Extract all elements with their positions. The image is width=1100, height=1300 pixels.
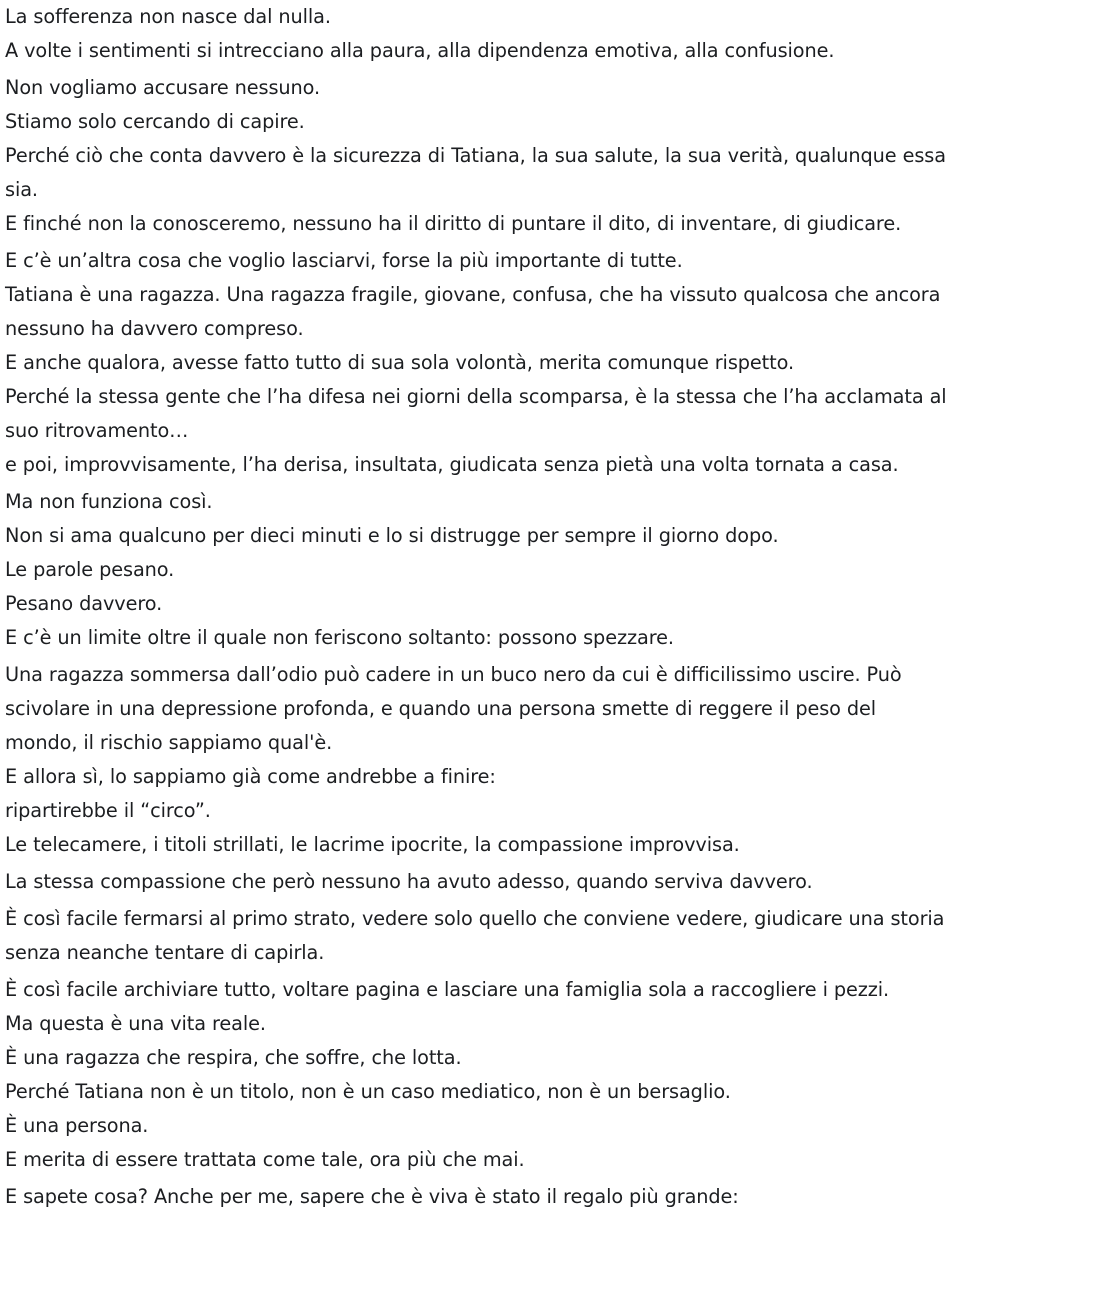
post-paragraph [5, 71, 1095, 241]
post-text-line: È una ragazza che respira, che soffre, che lotta. [5, 1046, 462, 1069]
post-text-line: Stiamo solo cercando di capire. [5, 110, 305, 133]
post-text-line: Perché Tatiana non è un titolo, non è un caso mediatico, non è un bersaglio. [5, 1080, 731, 1103]
post-text-line: Ma questa è una vita reale. [5, 1012, 266, 1035]
post-text-line: ripartirebbe il “circo”. [5, 799, 211, 822]
post-text-line: E allora sì, lo sappiamo già come andrebbe a finire: [5, 765, 496, 788]
post-text-line: senza neanche tentare di capirla. [5, 941, 325, 964]
post-text-line: nessuno ha davvero compreso. [5, 317, 304, 340]
post-text-line: Tatiana è una ragazza. Una ragazza fragile, giovane, confusa, che ha vissuto qualcosa che ancora [5, 283, 941, 306]
post-text-line: È una persona. [5, 1114, 149, 1137]
post-text-line: Non vogliamo accusare nessuno. [5, 76, 321, 99]
post-text-line: E c’è un limite oltre il quale non feriscono soltanto: possono spezzare. [5, 626, 674, 649]
post-text-line: E anche qualora, avesse fatto tutto di sua sola volontà, merita comunque rispetto. [5, 351, 794, 374]
post-text-line: La stessa compassione che però nessuno ha avuto adesso, quando serviva davvero. [5, 870, 813, 893]
post-paragraph [5, 973, 1095, 1177]
post-text-line: Le telecamere, i titoli strillati, le lacrime ipocrite, la compassione improvvisa. [5, 833, 740, 856]
post-text-line: e poi, improvvisamente, l’ha derisa, insultata, giudicata senza pietà una volta tornata a casa. [5, 453, 899, 476]
post-text-line: È così facile fermarsi al primo strato, vedere solo quello che conviene vedere, giudicare una storia [5, 907, 945, 930]
post-text-line: È così facile archiviare tutto, voltare pagina e lasciare una famiglia sola a raccogliere i pezzi. [5, 978, 890, 1001]
post-text-line: Perché la stessa gente che l’ha difesa nei giorni della scomparsa, è la stessa che l’ha acclamata al [5, 385, 947, 408]
post-paragraph [5, 658, 1095, 862]
post-text-line: E sapete cosa? Anche per me, sapere che è viva è stato il regalo più grande: [5, 1185, 739, 1208]
post-paragraph [5, 902, 1095, 970]
post-text-line: Le parole pesano. [5, 558, 175, 581]
post-paragraph [5, 485, 1095, 655]
post-text-line: mondo, il rischio sappiamo qual'è. [5, 731, 333, 754]
post-text-line: Perché ciò che conta davvero è la sicurezza di Tatiana, la sua salute, la sua verità, qualunque essa [5, 144, 946, 167]
post-text-line: Una ragazza sommersa dall’odio può cadere in un buco nero da cui è difficilissimo uscire. Può [5, 663, 902, 686]
post-text-line: La sofferenza non nasce dal nulla. [5, 5, 331, 28]
post-text-line: E c’è un’altra cosa che voglio lasciarvi, forse la più importante di tutte. [5, 249, 683, 272]
post-text-line: Non si ama qualcuno per dieci minuti e lo si distrugge per sempre il giorno dopo. [5, 524, 779, 547]
post-paragraph [5, 0, 1095, 68]
post-text-line: A volte i sentimenti si intrecciano alla paura, alla dipendenza emotiva, alla confusione. [5, 39, 835, 62]
post-paragraph [5, 244, 1095, 482]
post-text-line: Ma non funziona così. [5, 490, 213, 513]
post-paragraph [5, 1180, 1095, 1214]
post-text-line: Pesano davvero. [5, 592, 163, 615]
post-text-line: E merita di essere trattata come tale, ora più che mai. [5, 1148, 525, 1171]
post-text-line: sia. [5, 178, 38, 201]
post-text [5, 0, 1095, 1217]
post-paragraph [5, 865, 1095, 899]
post-text-line: suo ritrovamento… [5, 419, 189, 442]
post-text-line: E finché non la conosceremo, nessuno ha il diritto di puntare il dito, di inventare, di giudicare. [5, 212, 902, 235]
post-text-line: scivolare in una depressione profonda, e quando una persona smette di reggere il peso del [5, 697, 877, 720]
